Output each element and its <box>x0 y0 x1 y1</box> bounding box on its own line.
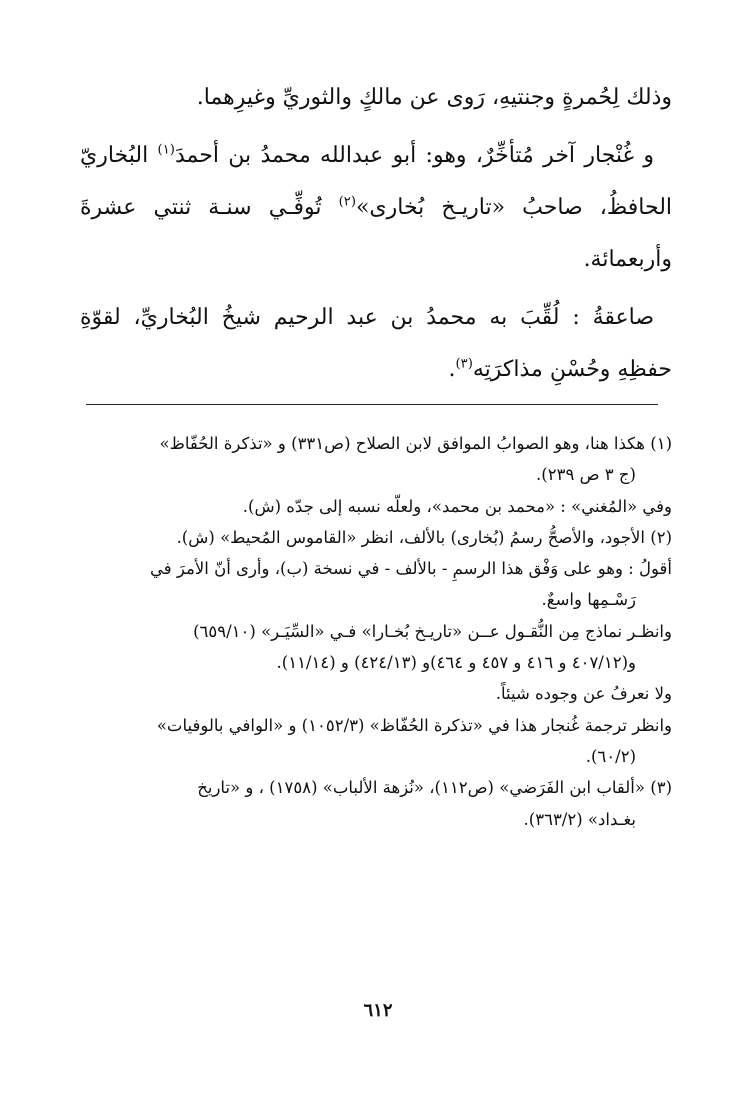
footnote-ref-3[interactable]: (٣) <box>455 356 473 372</box>
footnote-line: وانظـر نماذج مِن النُّقـول عــن «تاريـخ بُخـارا» فـي «السِّيَـر» (٦٥٩/١٠) <box>193 621 672 641</box>
footnote-2 <box>80 522 672 553</box>
ghunjar-text-b: البُخاريّ الحافظُ، صاحبُ «تاريـخ بُخارى» <box>80 143 673 220</box>
ghunjar-text-c: تُوفِّـي سنـة ثنتي عشرةَ وأربعمائة. <box>80 195 672 272</box>
footnote-1 <box>80 428 672 459</box>
footnote-continuation: رَسْـمِها واسعٌ. <box>541 590 636 610</box>
main-paragraph-ghunjar <box>80 130 672 286</box>
saiqa-text: صاعقةُ : لُقِّبَ به محمدُ بن عبد الرحيم شيخُ البُخاريِّ، لقوّةِ حفظِهِ وحُسْنِ مذاكرَتِه <box>80 305 672 382</box>
page-number: ٦١٢ <box>363 1000 393 1021</box>
footnote-number: (٢) <box>650 527 672 547</box>
footnote-line: أقولُ : وهو على وَفْق هذا الرسمِ - بالألف - في نسخة (ب)، وأرى أنّ الأمرَ في <box>150 559 672 579</box>
footnote-number: (١) <box>650 434 672 453</box>
footnote-3 <box>80 772 672 803</box>
main-text <box>80 72 672 396</box>
ghunjar-text-a: و غُنْجار آخر مُتأخِّرٌ، وهو: أبو عبدالله محمدُ بن أحمدَ <box>174 143 654 168</box>
main-line-1: وذلك لِحُمرةٍ وجنتيهِ، رَوى عن مالكٍ والثوريِّ وغيرِهما. <box>196 85 672 110</box>
footnote-ref-1[interactable]: (١) <box>157 142 175 158</box>
footnote-divider <box>86 404 658 405</box>
footnote-text: «ألقاب ابن الفَرَضي» (ص١١٢)، «نُزهة الألباب» (١٧٥٨) ، و «تاريخ <box>197 778 645 798</box>
footnote-continuation: بغـداد» (٣٦٣/٢). <box>523 809 636 829</box>
main-paragraph-saiqa <box>80 292 672 396</box>
footnote-text: هكذا هنا، وهو الصوابُ الموافق لابن الصلاح (ص٣٣١) و «تذكرة الحُفّاظ» <box>159 434 645 453</box>
footnotes <box>80 428 672 835</box>
footnote-number: (٣) <box>650 778 672 798</box>
footnote-continuation: (ج ٣ ص ٢٣٩). <box>536 465 636 485</box>
footnote-ref-2[interactable]: (٢) <box>338 194 356 210</box>
footnote-continuation: و(٤٠٧/١٢ و ٤١٦ و ٤٥٧ و ٤٦٤)و (٤٢٤/١٣) و (١١/١٤). <box>276 653 636 673</box>
footnote-line: وفي «المُغني» : «محمد بن محمد»، ولعلّه نسبه إلى جدّه (ش). <box>242 496 672 516</box>
footnote-continuation: (٦٠/٢). <box>585 746 636 766</box>
footnote-line: ولا نعرفُ عن وجوده شيئاً. <box>495 684 672 704</box>
saiqa-end: . <box>448 357 456 382</box>
footnote-line: وانظر ترجمة غُنجار هذا في «تذكرة الحُفّاظ» (١٠٥٢/٣) و «الوافي بالوفيات» <box>156 715 672 735</box>
footnote-text: الأجود، والأصحُّ رسمُ (بُخارى) بالألف، انظر «القاموس المُحيط» (ش). <box>176 527 645 547</box>
